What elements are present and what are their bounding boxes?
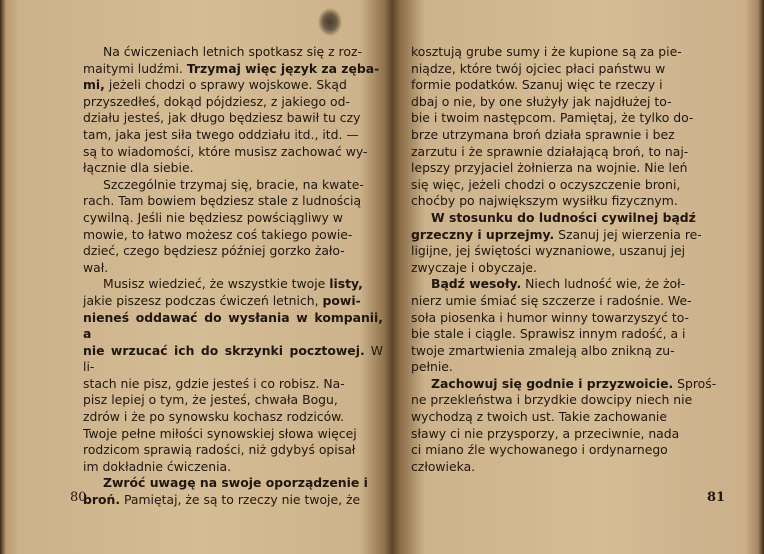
- left-page: [83, 44, 383, 509]
- text-run: W li- stach nie pisz, gdzie jesteś i co robisz. Na- pisz lepiej o tym, że jesteś, chwała Bogu, zdrów i że po synowsku kochasz rodziców. Twoje pełne miłości synowskiej słowa więcej rodzicom sprawią radości, niż gdybyś opisał im dokładnie ćwiczenia.: [83, 342, 383, 474]
- right-page: [411, 44, 725, 475]
- paragraph: [411, 276, 725, 376]
- text-run: Sproś- ne przekleństwa i brzydkie dowcipy niech nie wychodzą z twoich ust. Takie zachowanie sławy ci nie przysporzy, a przeciwnie, nada ci miano źle wychowanego i ordynarnego człowieka.: [411, 375, 717, 474]
- ink-stain: [318, 8, 342, 36]
- text-run: Na ćwiczeniach letnich spotkasz się z roz- maitymi ludźmi.: [83, 44, 362, 76]
- page-number: 81: [707, 490, 726, 505]
- paragraph: [411, 210, 725, 276]
- bold-run: listy,: [329, 276, 363, 292]
- bold-run: Bądź wesoły.: [431, 276, 522, 292]
- bold-run: Zwróć uwagę na swoje oporządzenie i broń.: [83, 475, 368, 508]
- bold-run: Zachowuj się godnie i przyzwoicie.: [431, 375, 674, 391]
- paragraph: [83, 177, 383, 277]
- page-number: 80: [70, 490, 87, 505]
- bold-run: powi- nieneś oddawać do wysłania w kompanii, a nie wrzucać ich do skrzynki pocztowej.: [83, 292, 383, 358]
- text-run: Niech ludność wie, że żoł- nierz umie śmiać się szczerze i radośnie. We- soła piosenka i humor winny towarzyszyć to- bie stale i ciągle. Sprawisz innym radość, a i twoje zmartwienia zmaleją albo znikną zu- pełnie.: [411, 276, 692, 375]
- text-run: Szanuj jej wierzenia re- ligijne, jej świętości wyznaniowe, uszanuj jej zwyczaje i obyczaje.: [411, 226, 702, 275]
- paragraph: [83, 276, 383, 475]
- bold-run: W stosunku do ludności cywilnej bądź grzeczny i uprzejmy.: [411, 209, 696, 242]
- bold-run: Trzymaj więc język za zęba- mi,: [83, 60, 380, 93]
- text-run: Musisz wiedzieć, że wszystkie twoje: [103, 276, 330, 292]
- text-run: Pamiętaj, że są to rzeczy nie twoje, że: [120, 492, 361, 508]
- text-run: jeżeli chodzi o sprawy wojskowe. Skąd przyszedłeś, dokąd pójdziesz, z jakiego od- działu jesteś, jak długo będziesz bawił tu czy tam, jaka jest siła twego oddziału itd., itd. — są to wiadomości, które musisz zachować wy- łącznie dla siebie.: [83, 77, 368, 176]
- paragraph: [83, 475, 383, 508]
- paragraph: [411, 44, 725, 210]
- text-run: jakie piszesz podczas ćwiczeń letnich,: [83, 292, 323, 308]
- paragraph: [411, 376, 725, 476]
- text-run: kosztują grube sumy i że kupione są za pie- niądze, które twój ojciec płaci państwu w formie podatków. Szanuj więc te rzeczy i dbaj o nie, by one służyły jak najdłużej to- bie i twoim następcom. Pamiętaj, że tylko do- brze utrzymana broń działa sprawnie i bez zarzutu i że sprawnie działającą broń, to naj- lepszy przyjaciel żołnierza na wojnie. Nie leń się więc, jeżeli chodzi o oczyszczenie broni, choćby po największym wysiłku fizycznym.: [411, 44, 694, 209]
- paragraph: [83, 44, 383, 177]
- text-run: Szczególnie trzymaj się, bracie, na kwate- rach. Tam bowiem będziesz stale z ludnością cywilną. Jeśli nie będziesz powściągliwy w mowie, to łatwo możesz coś takiego powie- dzieć, czego będziesz później gorzko żało- wał.: [83, 176, 364, 275]
